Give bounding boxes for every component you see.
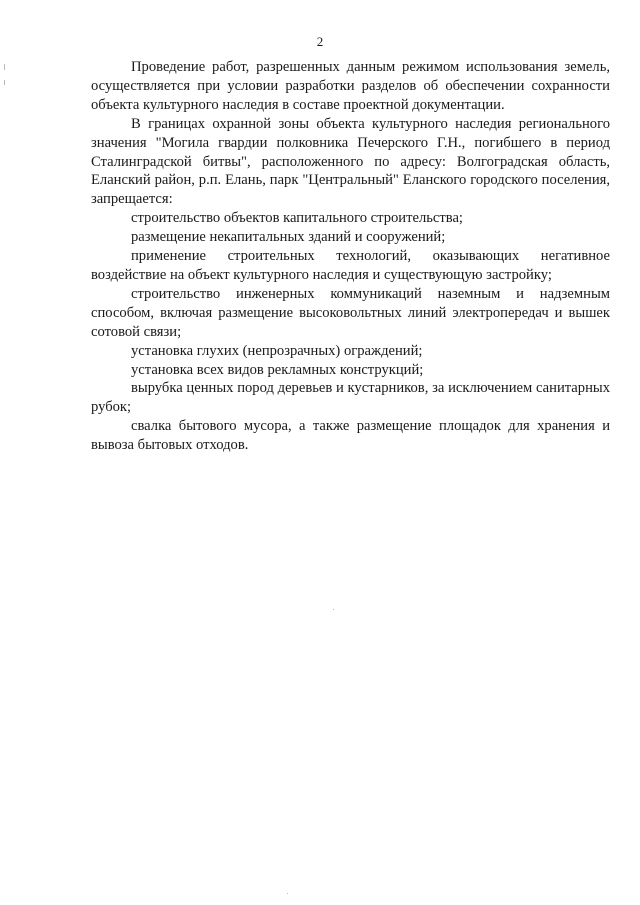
- paragraph-works-conditions: Проведение работ, разрешенных данным режимом использования земель, осуществляется при условии разработки разделов об обеспечении сохранности объекта культурного наследия в составе проектной документации.: [91, 59, 610, 113]
- scan-artifact-bottom-dot: [287, 893, 288, 894]
- document-body: [91, 58, 610, 455]
- paragraph-protection-zone: В границах охранной зоны объекта культурного наследия регионального значения "Могила гвардии полковника Печерского Г.Н., погибшего в период Сталинградской битвы", расположенного по адресу: Волгоградская область, Еланский район, р.п. Елань, парк "Центральный" Еланского городского поселения, запрещается:: [91, 115, 610, 208]
- list-item-engineering-communications: строительство инженерных коммуникаций наземным и надземным способом, включая размещение высоковольтных линий электропередач и вышек сотовой связи;: [91, 285, 610, 340]
- list-item-non-capital-buildings: размещение некапитальных зданий и сооружений;: [131, 229, 446, 246]
- scan-artifact-center-dot: [333, 609, 334, 610]
- list-item-capital-construction: строительство объектов капитального строительства;: [131, 210, 463, 227]
- list-item-tree-felling: вырубка ценных пород деревьев и кустарников, за исключением санитарных рубок;: [91, 380, 610, 416]
- list-item-waste-dumping: свалка бытового мусора, а также размещение площадок для хранения и вывоза бытовых отходов.: [91, 418, 610, 454]
- list-item-construction-technologies: применение строительных технологий, оказывающих негативное воздействие на объект культурного наследия и существующую застройку;: [91, 248, 610, 283]
- scan-artifact-left-top: [4, 64, 5, 70]
- page-number: 2: [316, 34, 324, 49]
- scan-artifact-left-mid: [4, 80, 5, 85]
- list-item-advertising-structures: установка всех видов рекламных конструкций;: [131, 361, 424, 378]
- list-item-solid-fences: установка глухих (непрозрачных) ограждений;: [131, 342, 423, 359]
